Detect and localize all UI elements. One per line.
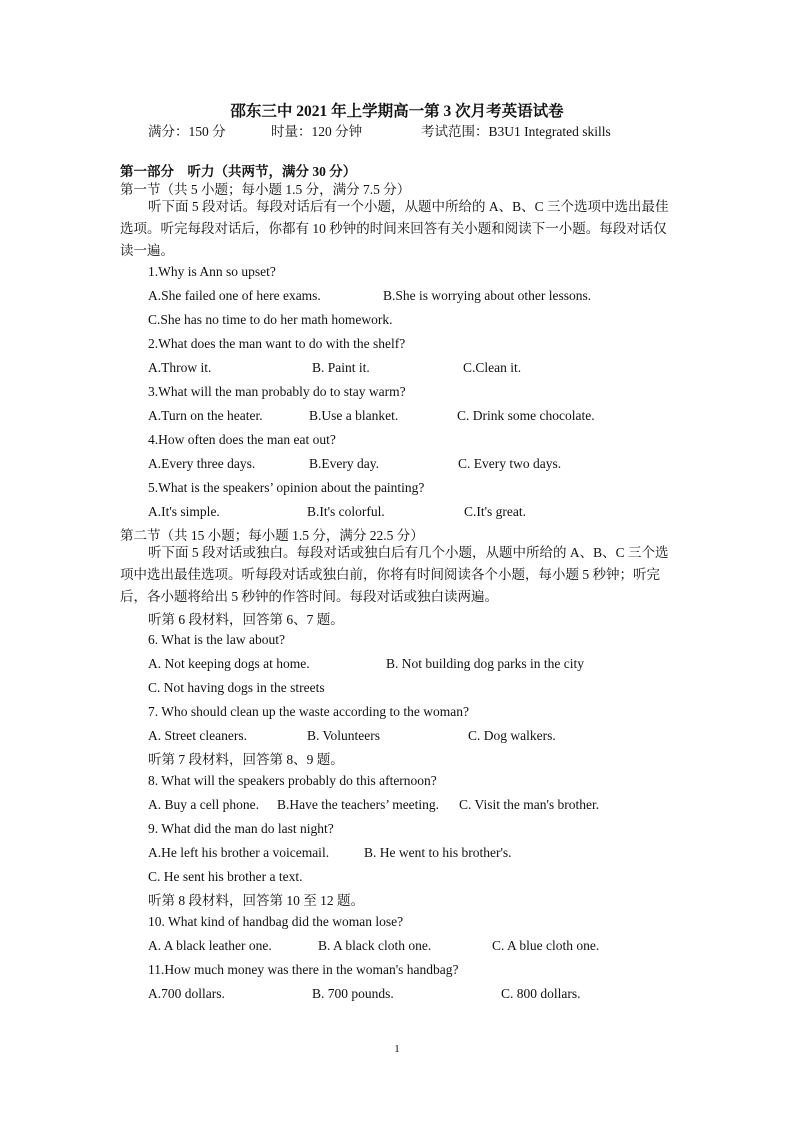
option-c: C. A blue cloth one. <box>492 938 600 953</box>
option-b: B. 700 pounds. <box>312 986 394 1001</box>
option-c: C. Not having dogs in the streets <box>148 680 325 695</box>
option-c: C. Drink some chocolate. <box>457 408 595 423</box>
total-score: 满分：150 分 <box>148 124 226 139</box>
option-a: A.Throw it. <box>148 360 212 375</box>
section2-instructions: 听下面 5 段对话或独白。每段对话或独白后有几个小题，从题中所给的 A、B、C 三个选项中选出最佳选项。听每段对话或独白前，你将有时间阅读各个小题，每小题 5 秒钟；听完后，各小题将给出 5 秒钟的作答时间。每段对话或独白读两遍。 <box>120 545 669 604</box>
option-a: A. Buy a cell phone. <box>148 797 259 812</box>
option-a: A.Turn on the heater. <box>148 408 263 423</box>
section2-heading: 第二节（共 15 小题；每小题 1.5 分，满分 22.5 分） <box>120 528 424 543</box>
exam-title: 邵东三中 2021 年上学期高一第 3 次月考英语试卷 <box>230 103 564 120</box>
option-b: B. Volunteers <box>307 728 381 743</box>
option-c: C. Dog walkers. <box>468 728 556 743</box>
option-c: C. Every two days. <box>458 456 562 471</box>
question-stem: 4.How often does the man eat out? <box>148 432 336 447</box>
option-b: B.Use a blanket. <box>309 408 399 423</box>
option-b: B.Have the teachers’ meeting. <box>277 797 440 812</box>
option-a: A.Every three days. <box>148 456 256 471</box>
option-a: A. Street cleaners. <box>148 728 247 743</box>
question-stem: 1.Why is Ann so upset? <box>148 264 276 279</box>
option-b: B. A black cloth one. <box>318 938 432 953</box>
section1-heading: 第一节（共 5 小题；每小题 1.5 分，满分 7.5 分） <box>120 182 411 197</box>
question-stem: 9. What did the man do last night? <box>148 821 334 836</box>
option-b: B.It's colorful. <box>307 504 385 519</box>
option-b: B.Every day. <box>309 456 379 471</box>
option-c: C.She has no time to do her math homework. <box>148 312 393 327</box>
material-note: 听第 6 段材料，回答第 6、7 题。 <box>148 612 344 627</box>
question-stem: 2.What does the man want to do with the shelf? <box>148 336 406 351</box>
option-c: C.Clean it. <box>463 360 522 375</box>
material-note: 听第 8 段材料，回答第 10 至 12 题。 <box>148 893 364 908</box>
option-c: C.It's great. <box>464 504 527 519</box>
question-stem: 8. What will the speakers probably do this afternoon? <box>148 773 437 788</box>
question-stem: 10. What kind of handbag did the woman lose? <box>148 914 404 929</box>
time-limit: 时量：120 分钟 <box>271 124 363 139</box>
option-a: A.She failed one of here exams. <box>148 288 321 303</box>
option-c: C. He sent his brother a text. <box>148 869 303 884</box>
option-b: B.She is worrying about other lessons. <box>383 288 592 303</box>
question-stem: 5.What is the speakers’ opinion about the painting? <box>148 480 425 495</box>
material-note: 听第 7 段材料，回答第 8、9 题。 <box>148 752 344 767</box>
option-a: A. A black leather one. <box>148 938 272 953</box>
section1-instructions: 听下面 5 段对话。每段对话后有一个小题，从题中所给的 A、B、C 三个选项中选出最佳选项。听完每段对话后，你都有 10 秒钟的时间来回答有关小题和阅读下一小题。每段对话仅读一遍。 <box>120 199 669 258</box>
option-a: A.700 dollars. <box>148 986 225 1001</box>
question-stem: 7. Who should clean up the waste according to the woman? <box>148 704 470 719</box>
option-c: C. Visit the man's brother. <box>459 797 600 812</box>
option-b: B. Not building dog parks in the city <box>386 656 584 671</box>
option-a: A. Not keeping dogs at home. <box>148 656 310 671</box>
exam-scope: 考试范围：B3U1 Integrated skills <box>421 124 611 139</box>
part1-heading: 第一部分 听力（共两节，满分 30 分） <box>120 164 357 179</box>
option-a: A.It's simple. <box>148 504 220 519</box>
option-b: B. Paint it. <box>312 360 370 375</box>
page-number: 1 <box>394 1043 400 1055</box>
option-a: A.He left his brother a voicemail. <box>148 845 330 860</box>
question-stem: 11.How much money was there in the woman's handbag? <box>148 962 459 977</box>
option-c: C. 800 dollars. <box>501 986 581 1001</box>
question-stem: 3.What will the man probably do to stay warm? <box>148 384 406 399</box>
question-stem: 6. What is the law about? <box>148 632 285 647</box>
option-b: B. He went to his brother's. <box>364 845 512 860</box>
